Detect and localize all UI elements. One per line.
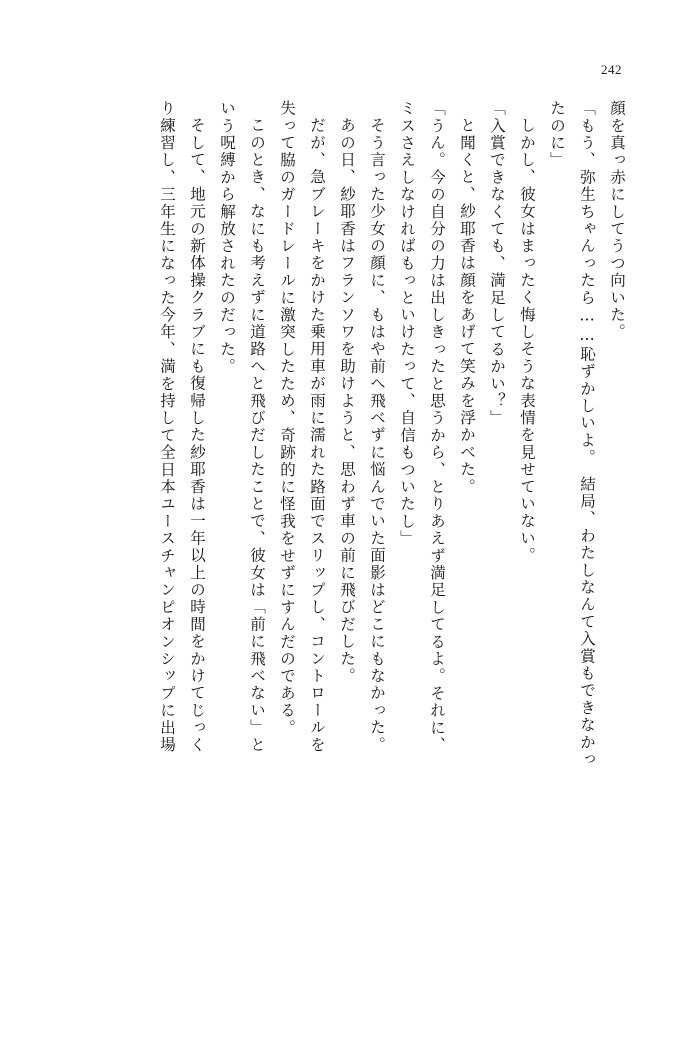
text-column: しかし、彼女はまったく悔しそうな表情を見せていない。 <box>518 117 536 565</box>
text-column: 「うん。今の自分の力は出しきったと思うから、とりあえず満足してるよ。それに、 <box>428 100 446 754</box>
text-column: ミスさえしなければもっといけたって、自信もついたし」 <box>398 100 416 548</box>
text-column: このとき、なにも考えずに道路へと飛びだしたことで、彼女は「前に飛べない」と <box>248 117 266 754</box>
text-column: いう呪縛から解放されたのだった。 <box>218 100 236 376</box>
text-column: り練習し、三年生になった今年、満を持して全日本ユースチャンピオンシップに出場 <box>158 100 176 754</box>
page-number: 242 <box>601 62 622 77</box>
text-column: 「もう、弥生ちゃんったら……恥ずかしいよ。 結局、わたしなんて入賞もできなかっ <box>578 100 596 769</box>
text-column: あの日、紗耶香はフランソワを助けようと、思わず車の前に飛びだした。 <box>338 117 356 685</box>
text-column: そして、地元の新体操クラブにも復帰した紗耶香は一年以上の時間をかけてじっく <box>188 117 206 754</box>
text-column: だが、急ブレーキをかけた乗用車が雨に濡れた路面でスリップし、コントロールを <box>308 117 326 754</box>
text-column: と聞くと、紗耶香は顔をあげて笑みを浮かべた。 <box>458 117 476 496</box>
text-column: 「入賞できなくても、満足してるかい？」 <box>488 100 506 427</box>
text-column: そう言った少女の顔に、もはや前へ飛べずに悩んでいた面影はどこにもなかった。 <box>368 117 386 754</box>
vertical-text-body <box>60 100 624 980</box>
text-column: たのに」 <box>548 100 566 169</box>
text-column: 失って脇のガードレールに激突したため、奇跡的に怪我をせずにすんだのである。 <box>278 100 296 737</box>
text-column: 顔を真っ赤にしてうつ向いた。 <box>608 100 626 341</box>
